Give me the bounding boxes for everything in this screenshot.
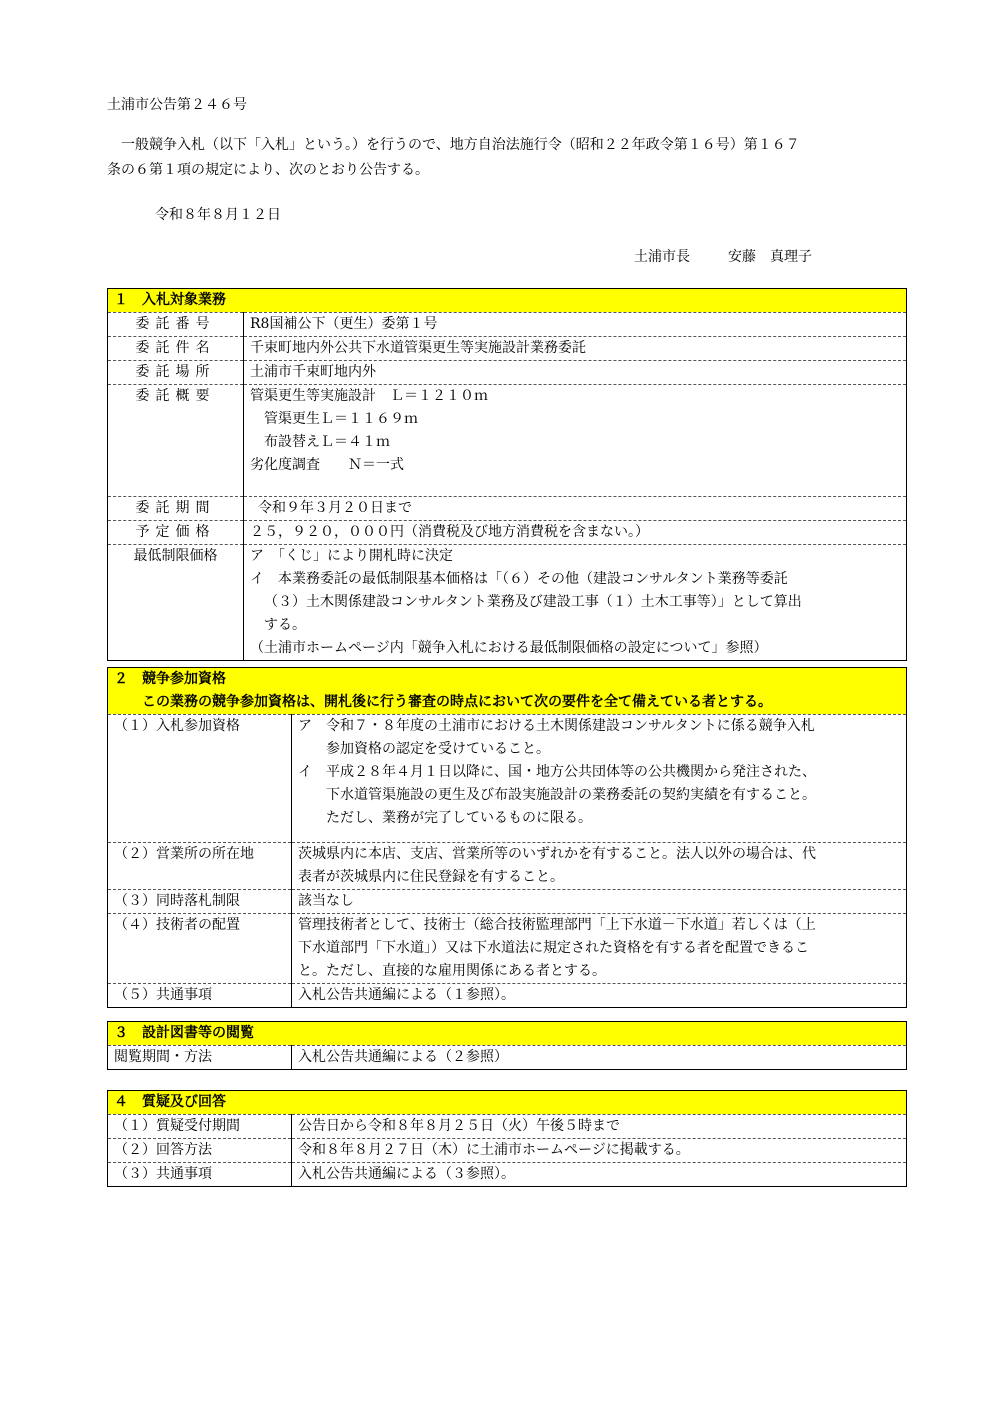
row-label: 委託場所 xyxy=(108,361,244,385)
row-value: 管理技術者として、技術士（総合技術監理部門「上下水道－下水道」若しくは（上 下水道部門「下水道」）又は下水道法に規定された資格を有する者を配置できるこ と。ただし、直接的な雇用関係にある者とする。 xyxy=(292,914,907,984)
row-value: 令和９年３月２０日まで xyxy=(244,497,907,521)
row-value: 入札公告共通編による（３参照）。 xyxy=(292,1163,907,1187)
min-price-line: （土浦市ホームページ内「競争入札における最低制限価格の設定について」参照） xyxy=(250,640,768,656)
intro-line-2: 条の６第１項の規定により、次のとおり公告する。 xyxy=(107,162,429,178)
notice-date: 令和８年８月１２日 xyxy=(155,207,281,223)
section-qualifications xyxy=(107,667,907,1008)
row-value: 入札公告共通編による（１参照）。 xyxy=(292,984,907,1008)
issuer-title: 土浦市長 xyxy=(634,249,690,265)
intro-paragraph xyxy=(107,133,907,183)
row-label: 予定価格 xyxy=(108,521,244,545)
row-label: 委託概要 xyxy=(108,385,244,497)
row-value: 令和８年８月２７日（木）に土浦市ホームページに掲載する。 xyxy=(292,1139,907,1163)
min-price-line: する。 xyxy=(264,617,306,633)
row-label: （２）回答方法 xyxy=(108,1139,292,1163)
intro-line-1: 一般競争入札（以下「入札」という。）を行うので、地方自治法施行令（昭和２２年政令第１６号）第１６７ xyxy=(121,137,800,153)
min-price-line: （３）土木関係建設コンサルタント業務及び建設工事（１）土木工事等）」として算出 xyxy=(264,594,802,610)
section-bid-target xyxy=(107,288,907,661)
row-value: 茨城県内に本店、支店、営業所等のいずれかを有すること。法人以外の場合は、代 表者が茨城県内に住民登録を有すること。 xyxy=(292,843,907,890)
row-label: （３）同時落札制限 xyxy=(108,890,292,914)
notice-number: 土浦市公告第２４６号 xyxy=(107,97,247,113)
row-value: 土浦市千束町地内外 xyxy=(244,361,907,385)
row-label: 委託番号 xyxy=(108,313,244,337)
section-2-subtitle: この業務の競争参加資格は、開札後に行う審査の時点において次の要件を全て備えている者とする。 xyxy=(142,694,772,710)
row-label: （２）営業所の所在地 xyxy=(108,843,292,890)
row-value xyxy=(244,385,907,497)
row-value: 入札公告共通編による（２参照） xyxy=(292,1046,907,1070)
row-label: 最低制限価格 xyxy=(108,545,244,661)
overview-line: 管渠更生Ｌ＝１１６９ｍ xyxy=(264,411,418,427)
section-2-title: ２ 競争参加資格 xyxy=(114,671,226,687)
section-4-title: ４ 質疑及び回答 xyxy=(108,1091,907,1115)
overview-line: 劣化度調査 Ｎ＝一式 xyxy=(250,457,404,473)
row-value: R8国補公下（更生）委第１号 xyxy=(244,313,907,337)
row-label: （４）技術者の配置 xyxy=(108,914,292,984)
row-value: ２５，９２０，０００円（消費税及び地方消費税を含まない。） xyxy=(244,521,907,545)
row-label: 閲覧期間・方法 xyxy=(108,1046,292,1070)
row-value: 該当なし xyxy=(292,890,907,914)
section-questions-answers xyxy=(107,1090,907,1187)
section-1-title: １ 入札対象業務 xyxy=(108,289,907,313)
row-value xyxy=(244,545,907,661)
row-label: （１）質疑受付期間 xyxy=(108,1115,292,1139)
min-price-line: イ 本業務委託の最低制限基本価格は「（６）その他（建設コンサルタント業務等委託 xyxy=(250,571,788,587)
row-value: 千束町地内外公共下水道管渠更生等実施設計業務委託 xyxy=(244,337,907,361)
overview-line: 管渠更生等実施設計 Ｌ＝１２１０ｍ xyxy=(250,388,488,404)
section-3-title: ３ 設計図書等の閲覧 xyxy=(108,1022,907,1046)
row-label: 委託件名 xyxy=(108,337,244,361)
row-value: ア 令和７・８年度の土浦市における土木関係建設コンサルタントに係る競争入札 参加資格の認定を受けていること。 イ 平成２８年４月１日以降に、国・地方公共団体等の公共機関から発注された、 下水道管渠施設の更生及び布設実施設計の業務委託の契約実績を有すること。 ただし、業務が完了しているものに限る。 xyxy=(292,715,907,843)
row-label: （３）共通事項 xyxy=(108,1163,292,1187)
overview-line: 布設替えＬ＝４１ｍ xyxy=(264,434,390,450)
issuer-name: 安藤 真理子 xyxy=(728,249,812,265)
min-price-line: ア 「くじ」により開札時に決定 xyxy=(250,548,453,564)
row-value: 公告日から令和８年８月２５日（火）午後５時まで xyxy=(292,1115,907,1139)
section-document-viewing xyxy=(107,1021,907,1070)
row-label: （１）入札参加資格 xyxy=(108,715,292,843)
row-label: 委託期間 xyxy=(108,497,244,521)
row-label: （５）共通事項 xyxy=(108,984,292,1008)
